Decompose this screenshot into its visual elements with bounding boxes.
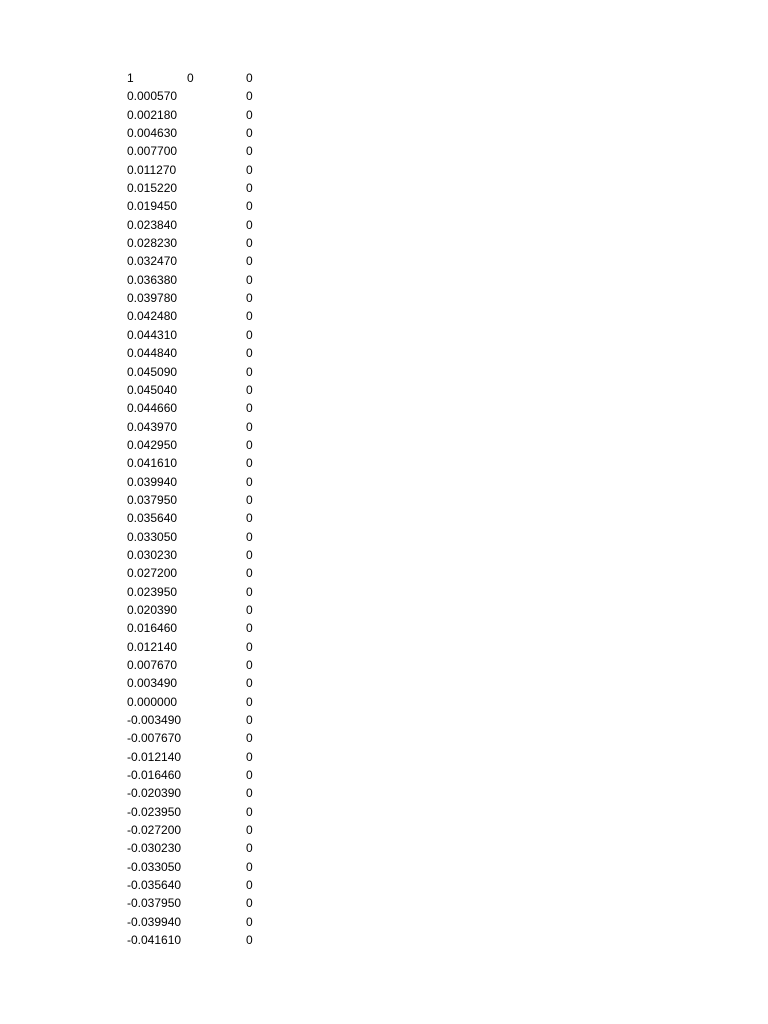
table-cell-col3: 0 (246, 878, 253, 893)
table-cell-col3: 0 (246, 291, 253, 306)
table-cell-col2: 0.033050 (127, 529, 178, 544)
table-cell-col2: 0.039780 (127, 291, 178, 306)
table-cell-col2: 0.000000 (127, 694, 178, 709)
table-cell-col2: -0.035640 (127, 878, 182, 893)
table-cell-col2: 0.003490 (127, 676, 178, 691)
table-cell-col3: 0 (246, 382, 253, 397)
table-cell-col3: 0 (246, 107, 253, 122)
table-cell-col2: 0.042950 (127, 437, 178, 452)
table-cell-col3: 0 (246, 511, 253, 526)
table-cell-col2: 0.044840 (127, 346, 178, 361)
table-cell-col2: 0.044310 (127, 327, 178, 342)
header-cell-3: 0 (246, 71, 253, 85)
table-cell-col3: 0 (246, 658, 253, 672)
table-cell-col3: 0 (246, 492, 253, 507)
table-cell-col2: -0.039940 (127, 914, 182, 929)
table-cell-col3: 0 (246, 602, 253, 617)
table-cell-col3: 0 (246, 272, 253, 287)
table-cell-col2: 0.002180 (127, 107, 178, 122)
table-cell-col2: 0.042480 (127, 309, 178, 324)
table-cell-col2: 0.035640 (127, 511, 178, 526)
table-cell-col3: 0 (246, 676, 253, 691)
table-cell-col3: 0 (246, 217, 253, 232)
table-cell-col2: 0.020390 (127, 602, 178, 617)
table-cell-col3: 0 (246, 566, 253, 581)
table-cell-col3: 0 (246, 621, 253, 636)
table-cell-col2: 0.004630 (127, 126, 178, 141)
table-cell-col3: 0 (246, 89, 253, 104)
table-cell-col3: 0 (246, 823, 253, 838)
table-cell-col3: 0 (246, 859, 253, 874)
table-cell-col3: 0 (246, 914, 253, 929)
table-cell-col2: -0.007670 (127, 731, 182, 746)
table-cell-col2: 0.039940 (127, 474, 178, 489)
table-cell-col2: -0.027200 (127, 823, 182, 838)
table-cell-col2: 0.028230 (127, 236, 178, 251)
table-cell-col3: 0 (246, 786, 253, 801)
table-cell-col3: 0 (246, 437, 253, 452)
table-cell-col2: 0.037950 (127, 492, 178, 507)
table-cell-col3: 0 (246, 327, 253, 342)
table-cell-col2: -0.016460 (127, 768, 182, 783)
table-cell-col2: 0.045090 (127, 364, 178, 379)
table-cell-col3: 0 (246, 841, 253, 856)
table-cell-col3: 0 (246, 896, 253, 911)
table-cell-col3: 0 (246, 694, 253, 709)
table-cell-col2: -0.012140 (127, 749, 182, 764)
table-cell-col2: 0.030230 (127, 547, 178, 562)
table-cell-col3: 0 (246, 419, 253, 434)
table-cell-col2: 0.044660 (127, 401, 178, 416)
table-cell-col2: 0.016460 (127, 621, 178, 636)
table-cell-col3: 0 (246, 364, 253, 379)
table-cell-col2: -0.030230 (127, 841, 182, 856)
table-cell-col2: 0.027200 (127, 566, 178, 581)
table-cell-col3: 0 (246, 456, 253, 471)
table-cell-col3: 0 (246, 144, 253, 159)
table-cell-col3: 0 (246, 474, 253, 489)
table-cell-col2: 0.000570 (127, 89, 178, 104)
table-cell-col3: 0 (246, 162, 253, 177)
table-cell-col3: 0 (246, 731, 253, 746)
table-cell-col2: 0.043970 (127, 419, 178, 434)
table-cell-col3: 0 (246, 126, 253, 141)
table-cell-col2: 0.041610 (127, 456, 178, 471)
table-cell-col3: 0 (246, 529, 253, 544)
table-cell-col2: -0.037950 (127, 896, 182, 911)
table-cell-col3: 0 (246, 401, 253, 416)
table-cell-col3: 0 (246, 584, 253, 599)
table-cell-col3: 0 (246, 199, 253, 214)
table-cell-col2: 0.007670 (127, 658, 178, 672)
table-cell-col2: 0.012140 (127, 639, 178, 654)
table-cell-col3: 0 (246, 346, 253, 361)
table-cell-col3: 0 (246, 547, 253, 562)
table-cell-col2: 0.015220 (127, 181, 178, 196)
table-cell-col2: 0.045040 (127, 382, 178, 397)
table-cell-col3: 0 (246, 768, 253, 783)
table-cell-col3: 0 (246, 309, 253, 324)
table-cell-col2: 0.032470 (127, 254, 178, 269)
table-cell-col3: 0 (246, 713, 253, 728)
table-cell-col2: 0.011270 (127, 162, 177, 177)
table-cell-col3: 0 (246, 254, 253, 269)
table-cell-col2: 0.023840 (127, 217, 178, 232)
table-cell-col2: 0.036380 (127, 272, 178, 287)
table-cell-col2: -0.023950 (127, 804, 182, 819)
table-cell-col2: -0.033050 (127, 859, 182, 874)
table-cell-col2: 0.007700 (127, 144, 178, 159)
table-cell-col2: -0.041610 (127, 933, 182, 948)
table-cell-col2: -0.003490 (127, 713, 182, 728)
table-cell-col3: 0 (246, 639, 253, 654)
table-cell-col2: 0.023950 (127, 584, 178, 599)
header-cell-2: 0 (187, 71, 194, 85)
table-cell-col3: 0 (246, 749, 253, 764)
table-cell-col3: 0 (246, 933, 253, 948)
table-cell-col3: 0 (246, 804, 253, 819)
header-cell-1: 1 (127, 71, 134, 85)
table-cell-col3: 0 (246, 181, 253, 196)
table-cell-col2: 0.019450 (127, 199, 178, 214)
table-cell-col2: -0.020390 (127, 786, 182, 801)
table-cell-col3: 0 (246, 236, 253, 251)
